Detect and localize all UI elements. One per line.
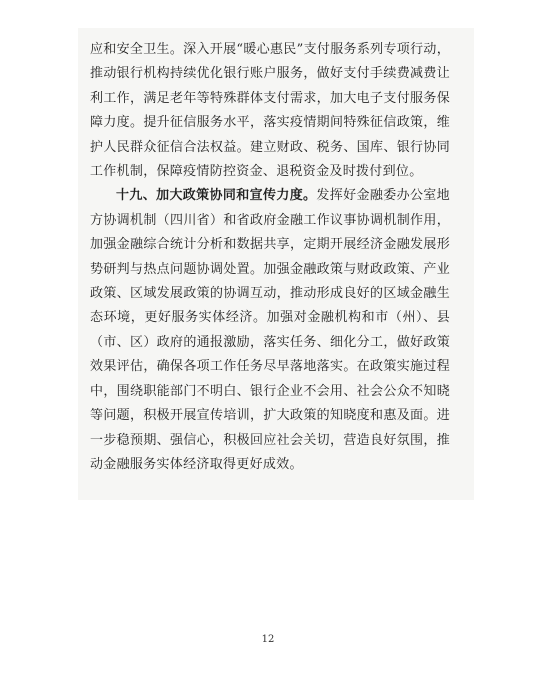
document-body	[90, 38, 450, 477]
paragraph-policy-coordination	[90, 184, 450, 477]
page-number: 12	[261, 634, 275, 645]
section-body: 发挥好金融委办公室地方协调机制（四川省）和省政府金融工作议事协调机制作用，加强金融综合统计分析和数据共享，定期开展经济金融发展形势研判与热点问题协调处置。加强金融政策与财政政策、产业政策、区域发展政策的协调互动，推动形成良好的区域金融生态环境，更好服务实体经济。加强对金融机构和市（州）、县（市、区）政府的通报激励，落实任务、细化分工，做好政策效果评估，确保各项工作任务尽早落地落实。在政策实施过程中，围绕职能部门不明白、银行企业不会用、社会公众不知晓等问题，积极开展宣传培训，扩大政策的知晓度和惠及面。进一步稳预期、强信心，积极回应社会关切，营造良好氛围，推动金融服务实体经济取得更好成效。	[90, 188, 450, 472]
paragraph-continuation: 应和安全卫生。深入开展“暖心惠民”支付服务系列专项行动，推动银行机构持续优化银行账户服务，做好支付手续费减费让利工作，满足老年等特殊群体支付需求，加大电子支付服务保障力度。提升征信服务水平，落实疫情期间特殊征信政策，维护人民群众征信合法权益。建立财政、税务、国库、银行协同工作机制，保障疫情防控资金、退税资金及时拨付到位。	[90, 42, 450, 180]
section-heading: 十九、加大政策协同和宣传力度。	[116, 188, 317, 204]
